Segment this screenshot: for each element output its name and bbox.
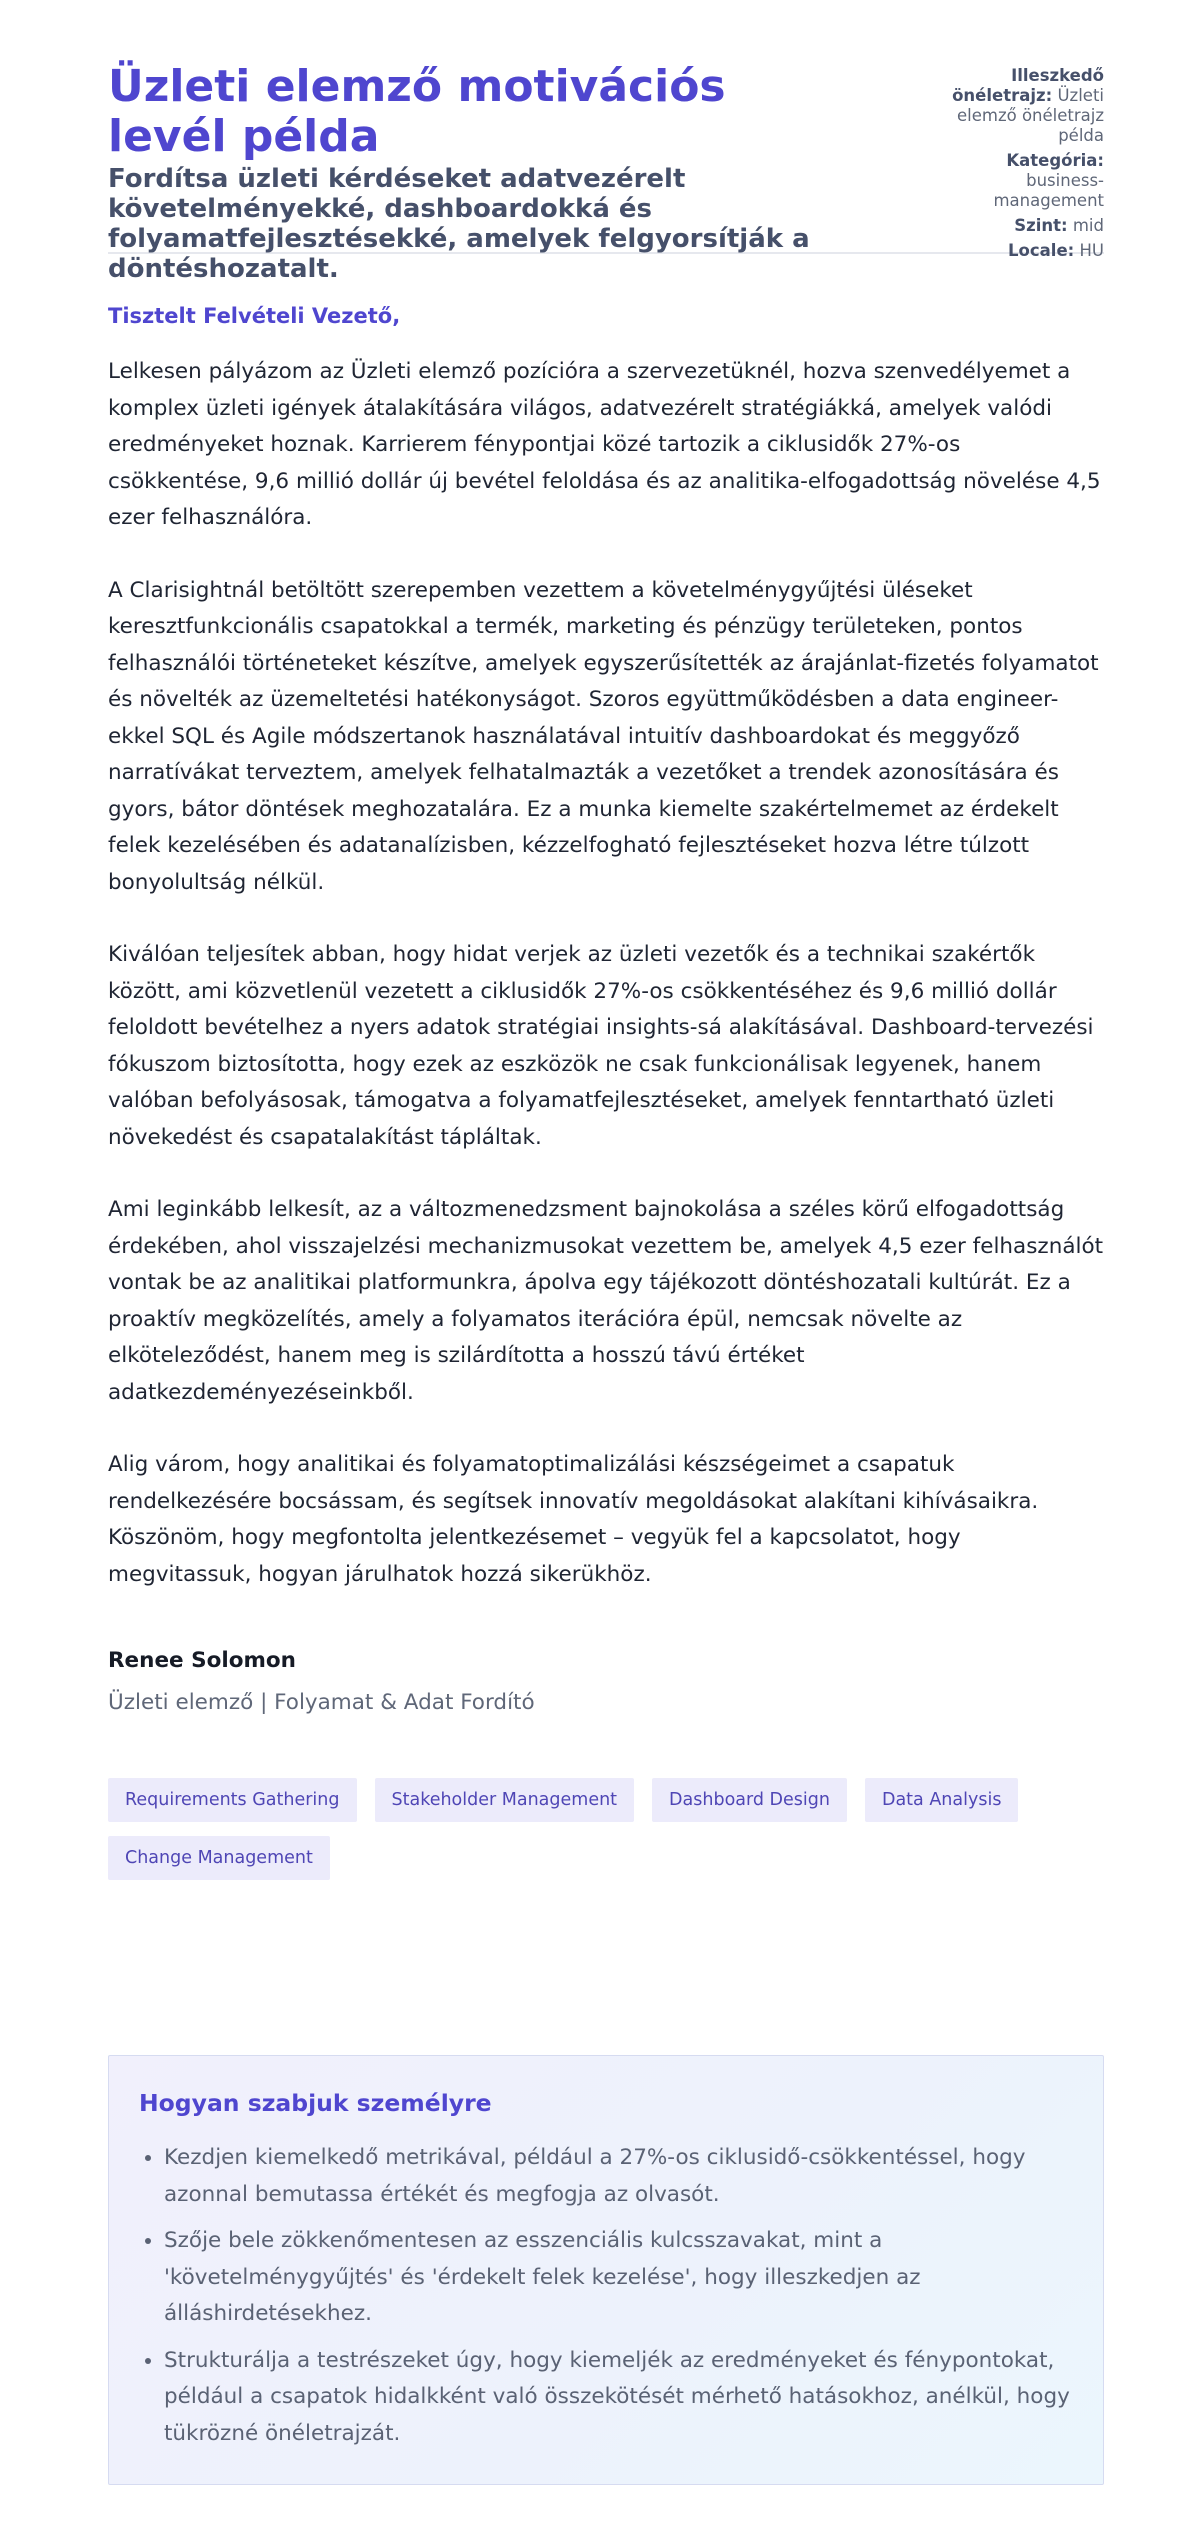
tips-list — [139, 2140, 1073, 2452]
tip-item: • Kezdjen kiemelkedő metrikával, például a 27%-os ciklusidő-csökkentéssel, hogy azonnal bemutassa értékét és megfogja az olvasót. — [164, 2140, 1073, 2213]
meta-key: Illeszkedő önéletrajz: — [952, 66, 1104, 105]
letter-paragraph: A Clarisightnál betöltött szerepemben vezettem a követelménygyűjtési üléseket keresztfunkcionális csapatokkal a termék, marketing és pénzügy területeken, pontos felhasználói történeteket készítve, amelyek egyszerűsítették az árajánlat-fizetés folyamatot és növelték az üzemeltetési hatékonyságot. Szoros együttműködésben a data engineer-ekkel SQL és Agile módszertanok használatával intuitív dashboardokat és meggyőző narratívákat terveztem, amelyek felhatalmazták a vezetőket a trendek azonosítására és gyors, bátor döntések meghozatalára. Ez a munka kiemelte szakértelmemet az érdekelt felek kezelésében és adatanalízisben, kézzelfogható fejlesztéseket hozva létre túlzott bonyolultság nélkül. — [108, 577, 1099, 895]
skill-tag: Stakeholder Management — [375, 1778, 635, 1822]
meta-value: mid — [1072, 216, 1104, 235]
signature-name: Renee Solomon — [108, 1648, 296, 1673]
meta-key: Locale: — [1008, 241, 1075, 260]
meta-value: business-management — [993, 171, 1104, 210]
letter-paragraph: Kiválóan teljesítek abban, hogy hidat verjek az üzleti vezetők és a technikai szakértők között, ami közvetlenül vezetett a ciklusidők 27%-os csökkentéséhez és 9,6 millió dollár feloldott bevételhez a nyers adatok stratégiai insights-sá alakításával. Dashboard-tervezési fókuszom biztosította, hogy ezek az eszközök ne csak funkcionálisak legyenek, hanem valóban befolyásosak, támogatva a folyamatfejlesztéseket, amelyek fenntartható üzleti növekedést és csapatalakítást tápláltak. — [108, 942, 1094, 1150]
meta-matching-resume — [924, 66, 1104, 146]
skill-tag: Data Analysis — [865, 1778, 1018, 1822]
meta-key: Szint: — [1014, 216, 1068, 235]
letter-paragraph: Ami leginkább lelkesít, az a változmenedzsment bajnokolása a széles körű elfogadottság érdekében, ahol visszajelzési mechanizmusokat vezettem be, amelyek 4,5 ezer felhasználót vontak be az analitikai platformunkra, ápolva egy tájékozott döntéshozatali kultúrát. Ez a proaktív megközelítés, amely a folyamatos iterációra épül, nemcsak növelte az elköteleződést, hanem meg is szilárdította a hosszú távú értéket adatkezdeményezéseinkből. — [108, 1197, 1104, 1405]
meta-category — [924, 151, 1104, 211]
page-title: Üzleti elemző motivációs levél példa — [108, 61, 726, 162]
meta-locale — [924, 241, 1104, 261]
meta-value: HU — [1079, 241, 1104, 260]
customization-tips-box — [108, 2055, 1104, 2485]
letter-paragraph: Alig várom, hogy analitikai és folyamatoptimalizálási készségeimet a csapatuk rendelkezésére bocsássam, és segítsek innovatív megoldásokat alakítani kihívásaikra. Köszönöm, hogy megfontolta jelentkezésemet – vegyük fel a kapcsolatot, hogy megvitassuk, hogyan járulhatok hozzá sikerükhöz. — [108, 1452, 1039, 1587]
letter-salutation: Tisztelt Felvételi Vezető, — [108, 304, 401, 328]
signature-title: Üzleti elemző | Folyamat & Adat Fordító — [108, 1690, 535, 1715]
meta-value: Üzleti elemző önéletrajz példa — [956, 86, 1104, 145]
skill-tag: Dashboard Design — [652, 1778, 847, 1822]
meta-level — [924, 216, 1104, 236]
tip-item: • Strukturálja a testrészeket úgy, hogy kiemeljék az eredményeket és fénypontokat, például a csapatok hidalkként való összekötését mérhető hatásokhoz, anélkül, hogy tükrözné önéletrajzát. — [164, 2343, 1073, 2453]
skill-tags — [108, 1778, 1068, 1880]
skill-tag: Change Management — [108, 1836, 330, 1880]
page-subtitle: Fordítsa üzleti kérdéseket adatvezérelt követelményekké, dashboardokká és folyamatfejlesztésekké, amelyek felgyorsítják a döntéshozatalt. — [108, 164, 810, 284]
cover-letter-page — [108, 0, 1104, 2446]
tips-title: Hogyan szabjuk személyre — [139, 2089, 492, 2117]
meta-panel — [924, 66, 1104, 266]
page-header — [108, 0, 1104, 284]
skill-tag: Requirements Gathering — [108, 1778, 357, 1822]
tip-item: • Szője bele zökkenőmentesen az esszenciális kulcsszavakat, mint a 'követelménygyűjtés' és 'érdekelt felek kezelése', hogy illeszkedjen az álláshirdetésekhez. — [164, 2223, 1073, 2333]
meta-key: Kategória: — [1006, 151, 1104, 170]
letter-body — [108, 354, 1104, 1593]
letter-paragraph: Lelkesen pályázom az Üzleti elemző pozícióra a szervezetüknél, hozva szenvedélyemet a komplex üzleti igények átalakítására világos, adatvezérelt stratégiákká, amelyek valódi eredményeket hoznak. Karrierem fénypontjai közé tartozik a ciklusidők 27%-os csökkentése, 9,6 millió dollár új bevétel feloldása és az analitika-elfogadottság növelése 4,5 ezer felhasználóra. — [108, 359, 1101, 530]
signature-block — [108, 1646, 1104, 1718]
